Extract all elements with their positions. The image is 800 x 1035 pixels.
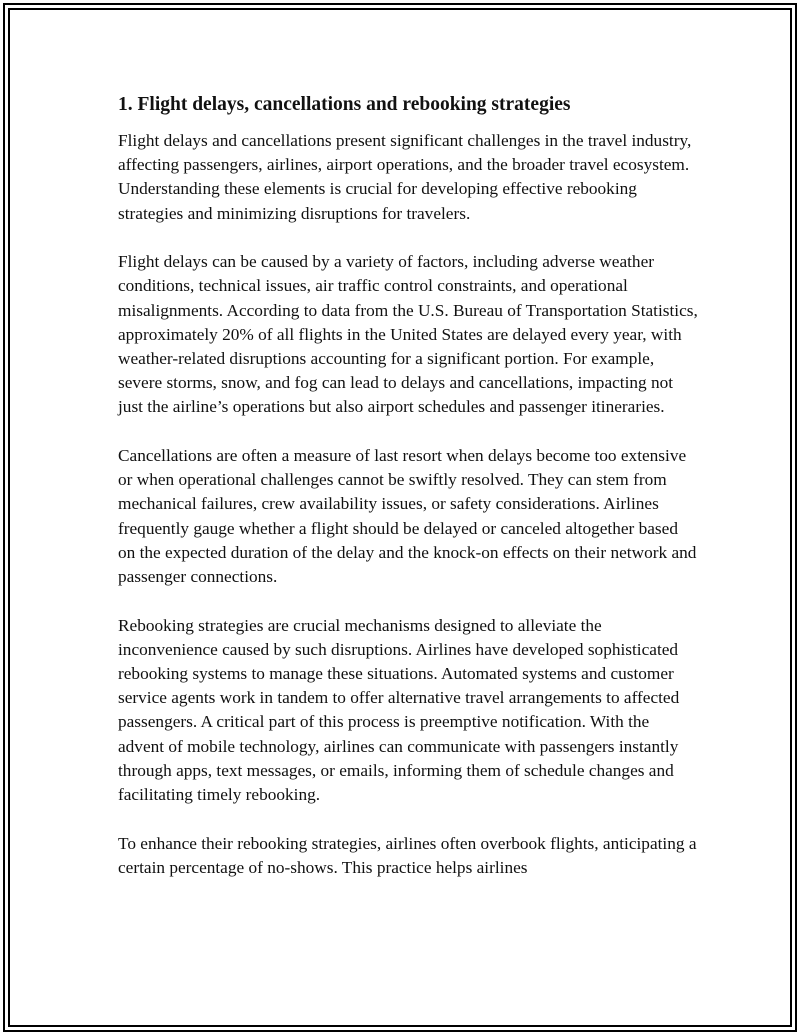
document-body bbox=[118, 90, 698, 904]
section-heading: 1. Flight delays, cancellations and rebooking strategies bbox=[118, 94, 571, 115]
paragraph-delays: Flight delays can be caused by a variety of factors, including adverse weather conditions, technical issues, air traffic control constraints, and operational misalignments. According to data from the U.S. Bureau of Transportation Statistics, approximately 20% of all flights in the United States are delayed every year, with weather-related disruptions accounting for a significant portion. For example, severe storms, snow, and fog can lead to delays and cancellations, impacting not just the airline’s operations but also airport schedules and passenger itineraries. bbox=[118, 252, 698, 417]
paragraph-overbooking: To enhance their rebooking strategies, airlines often overbook flights, anticipating a certain percentage of no-shows. This practice helps airlines bbox=[118, 833, 697, 877]
paragraph-intro: Flight delays and cancellations present significant challenges in the travel industry, affecting passengers, airlines, airport operations, and the broader travel ecosystem. Understanding these elements is crucial for developing effective rebooking strategies and minimizing disruptions for travelers. bbox=[118, 131, 692, 223]
paragraph-cancellations: Cancellations are often a measure of last resort when delays become too extensive or when operational challenges cannot be swiftly resolved. They can stem from mechanical failures, crew availability issues, or safety considerations. Airlines frequently gauge whether a flight should be delayed or canceled altogether based on the expected duration of the delay and the knock-on effects on their network and passenger connections. bbox=[118, 446, 697, 587]
paragraph-rebooking: Rebooking strategies are crucial mechanisms designed to alleviate the inconvenience caused by such disruptions. Airlines have developed sophisticated rebooking systems to manage these situations. Automated systems and customer service agents work in tandem to offer alternative travel arrangements to affected passengers. A critical part of this process is preemptive notification. With the advent of mobile technology, airlines can communicate with passengers instantly through apps, text messages, or emails, informing them of schedule changes and facilitating timely rebooking. bbox=[118, 615, 680, 805]
